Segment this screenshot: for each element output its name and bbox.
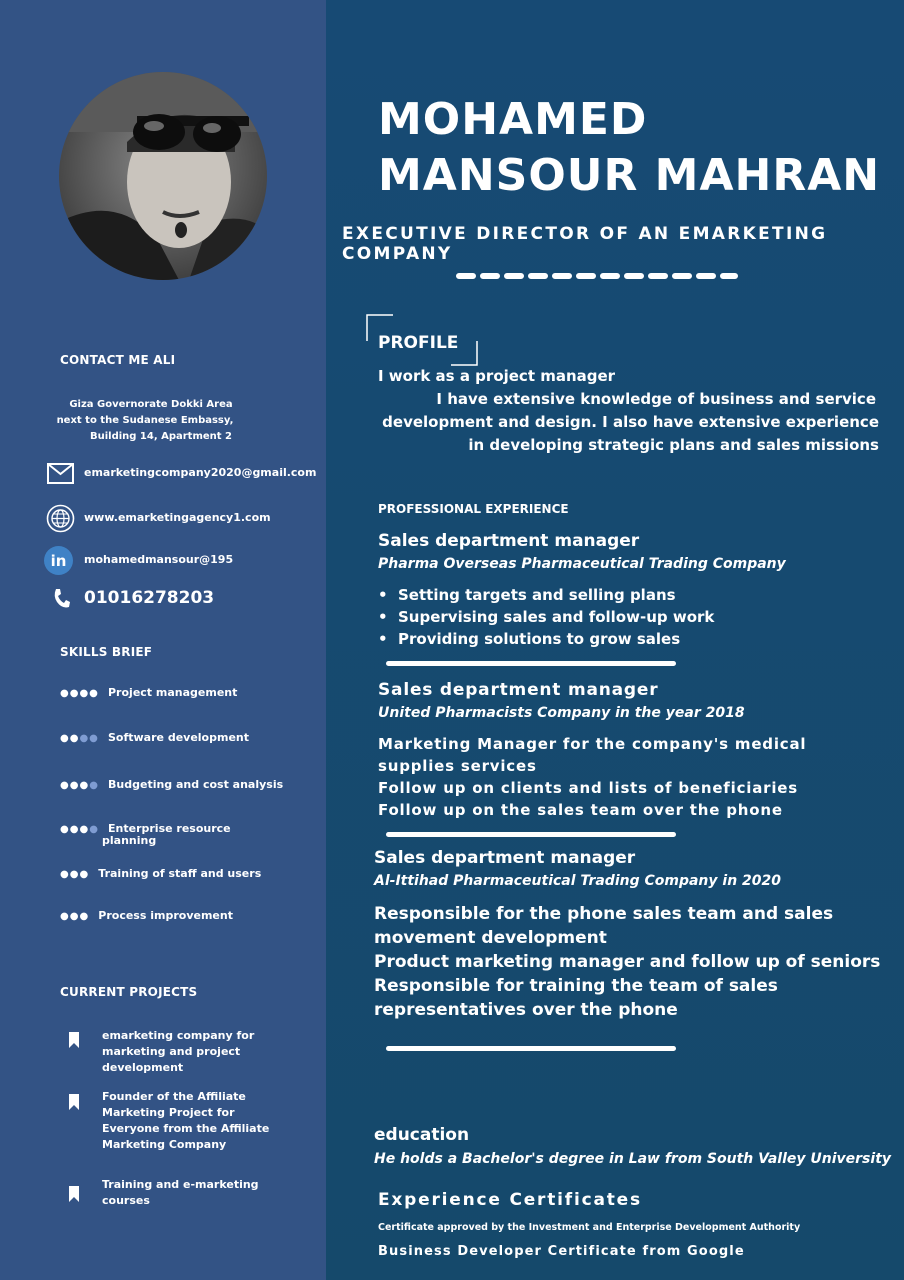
profile-heading: PROFILE	[378, 333, 459, 353]
job-duties	[374, 902, 880, 1022]
dashed-divider	[456, 265, 738, 284]
section-rule	[386, 1046, 676, 1051]
project-line: marketing and project	[102, 1045, 241, 1058]
skill-level: ●●●	[60, 911, 90, 922]
bookmark-icon	[69, 1186, 79, 1206]
job-duty: Product marketing manager and follow up of seniors	[374, 952, 881, 972]
project-item	[102, 1089, 269, 1153]
linkedin-handle[interactable]: mohamedmansour@195	[84, 553, 234, 566]
job-title: Sales department manager	[374, 848, 636, 868]
project-item	[102, 1028, 254, 1076]
address-line-3: Building 14, Apartment 2	[89, 431, 233, 442]
skill-item	[60, 862, 261, 882]
profile-line-1: I work as a project manager	[378, 367, 616, 385]
skill-item	[60, 773, 283, 793]
skill-name: Budgeting and cost analysis	[108, 778, 284, 791]
bookmark-icon	[69, 1032, 79, 1052]
profile-photo	[59, 72, 267, 280]
skill-level: ●●●●	[60, 688, 99, 699]
job-duty: Responsible for training the team of sales	[374, 976, 778, 996]
project-line: Marketing Project for	[102, 1106, 235, 1119]
skill-item	[60, 681, 237, 701]
education-text: He holds a Bachelor's degree in Law from South Valley University	[374, 1151, 892, 1167]
bookmark-icon	[69, 1094, 79, 1114]
job-duty: Follow up on clients and lists of beneficiaries	[378, 779, 798, 797]
skill-name-continued: planning	[102, 834, 157, 847]
job-company: Pharma Overseas Pharmaceutical Trading Company	[378, 556, 786, 572]
skills-heading: SKILLS BRIEF	[60, 645, 153, 659]
skill-level: ●●●●	[60, 780, 99, 791]
job-duty: • Setting targets and selling plans	[378, 584, 714, 606]
job-duty: • Providing solutions to grow sales	[378, 628, 714, 650]
education-heading: education	[374, 1125, 470, 1145]
project-line: emarketing company for	[102, 1029, 255, 1042]
job-duty: Marketing Manager for the company's medical	[378, 735, 807, 753]
linkedin-icon[interactable]	[44, 546, 73, 579]
skill-name: Project management	[108, 686, 238, 699]
skill-name: Software development	[108, 731, 250, 744]
skill-name: Training of staff and users	[98, 867, 262, 880]
section-rule	[386, 661, 676, 666]
skill-name: Enterprise resource	[108, 822, 231, 835]
job-duties	[378, 733, 806, 821]
project-line: Everyone from the Affiliate	[102, 1122, 270, 1135]
project-line: Training and e-marketing	[102, 1178, 259, 1191]
svg-text:in: in	[50, 552, 67, 570]
projects-heading: CURRENT PROJECTS	[60, 985, 198, 999]
project-line: development	[102, 1061, 184, 1074]
job-duty: supplies services	[378, 757, 537, 775]
project-item	[102, 1177, 259, 1209]
address-line-1: Giza Governorate Dokki Area	[69, 399, 233, 410]
phone-number[interactable]: 01016278203	[84, 588, 215, 608]
skill-level: ●●●●	[60, 733, 99, 744]
contact-heading: CONTACT ME ALI	[60, 353, 176, 367]
address	[56, 397, 246, 445]
skill-item	[60, 904, 233, 924]
website-link[interactable]: www.emarketingagency1.com	[84, 511, 271, 524]
mail-icon	[47, 463, 74, 488]
address-line-2: next to the Sudanese Embassy,	[56, 415, 234, 426]
job-duty: Responsible for the phone sales team and sales	[374, 904, 834, 924]
phone-icon	[52, 588, 70, 614]
name-line-2: MANSOUR MAHRAN	[378, 150, 881, 201]
project-line: courses	[102, 1194, 150, 1207]
skill-level: ●●●	[60, 869, 90, 880]
certificate-item: Certificate approved by the Investment and Enterprise Development Authority	[378, 1222, 801, 1233]
job-title: Sales department manager	[378, 531, 640, 551]
job-duty: movement development	[374, 928, 607, 948]
job-title: Sales department manager	[378, 680, 659, 700]
name-line-1: MOHAMED	[378, 94, 648, 145]
name-heading	[378, 92, 880, 204]
profile-line-3: development and design. I also have extensive experience	[382, 413, 879, 431]
job-duties	[378, 584, 714, 650]
job-duty: • Supervising sales and follow-up work	[378, 606, 714, 628]
job-company: Al-Ittihad Pharmaceutical Trading Company in 2020	[374, 873, 781, 889]
globe-icon	[46, 504, 75, 537]
certificates-heading: Experience Certificates	[378, 1190, 642, 1210]
job-duty: Follow up on the sales team over the phone	[378, 801, 783, 819]
section-rule	[386, 832, 676, 837]
main-content	[326, 0, 904, 1280]
job-duty: representatives over the phone	[374, 1000, 678, 1020]
skill-item	[60, 726, 249, 746]
experience-heading: PROFESSIONAL EXPERIENCE	[378, 502, 569, 516]
profile-line-2: I have extensive knowledge of business and service	[436, 390, 876, 408]
project-line: Founder of the Affiliate	[102, 1090, 246, 1103]
skill-level: ●●●●	[60, 824, 99, 835]
job-title: EXECUTIVE DIRECTOR OF AN EMARKETING COMPANY	[342, 224, 828, 264]
sidebar	[0, 0, 326, 1280]
profile-line-4: in developing strategic plans and sales missions	[468, 436, 879, 454]
job-company: United Pharmacists Company in the year 2018	[378, 705, 745, 721]
certificate-item: Business Developer Certificate from Google	[378, 1244, 745, 1259]
project-line: Marketing Company	[102, 1138, 227, 1151]
email-link[interactable]: emarketingcompany2020@gmail.com	[84, 466, 317, 479]
skill-name: Process improvement	[98, 909, 233, 922]
